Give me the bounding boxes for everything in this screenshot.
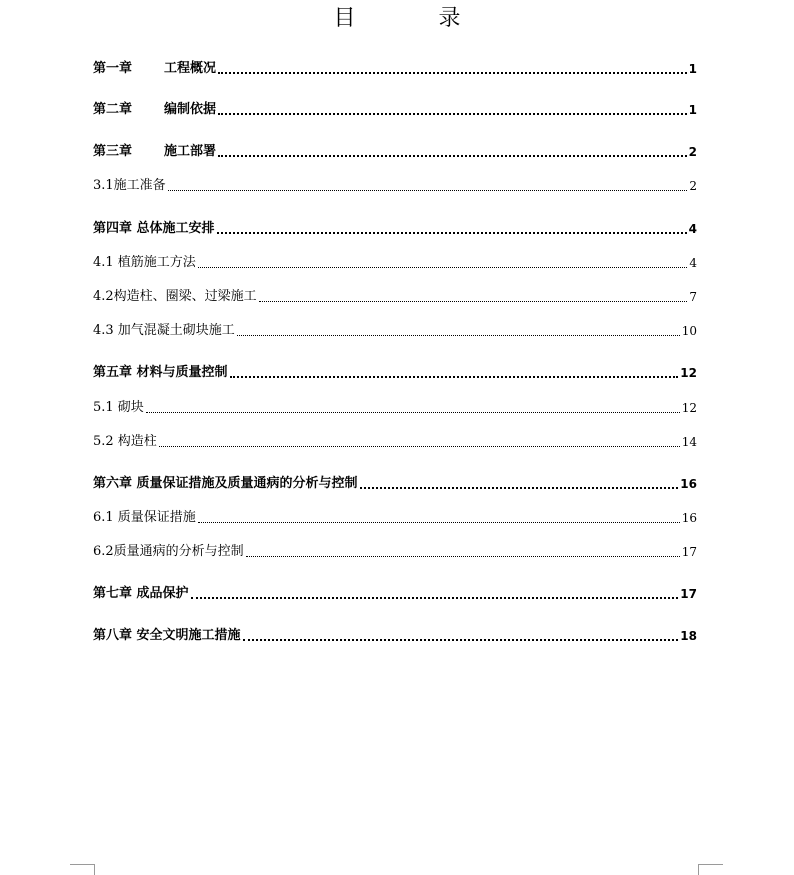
dot-leader: [237, 335, 680, 336]
toc-entry-chapter-5[interactable]: [93, 362, 697, 382]
toc-entry-page: 16: [680, 477, 697, 491]
toc-entry-page: 17: [680, 587, 697, 601]
toc-entry-section-6-2[interactable]: [93, 541, 697, 561]
toc-entry-number: 第三章: [93, 144, 133, 159]
toc-title: 目 录: [333, 6, 499, 31]
toc-entry-title: 6.2质量通病的分析与控制: [93, 544, 244, 559]
dot-leader: [168, 190, 688, 191]
toc-entry-page: 16: [681, 511, 697, 525]
toc-entry-page: 14: [681, 435, 697, 449]
dot-leader: [217, 232, 687, 234]
toc-entry-page: 4: [688, 222, 697, 236]
dot-leader: [218, 72, 687, 74]
dot-leader: [198, 522, 680, 523]
dot-leader: [218, 113, 687, 115]
toc-entry-title: 工程概况: [164, 61, 217, 76]
toc-entry-title: 第四章 总体施工安排: [93, 221, 215, 236]
toc-entry-title: 4.3 加气混凝土砌块施工: [93, 323, 235, 338]
toc-entry-section-5-1[interactable]: [93, 397, 697, 417]
dot-leader: [159, 446, 680, 447]
toc-entry-title: 第五章 材料与质量控制: [93, 365, 228, 380]
toc-entry-title: 第六章 质量保证措施及质量通病的分析与控制: [93, 476, 358, 491]
toc-entry-chapter-3[interactable]: [93, 141, 697, 161]
toc-entry-title: 编制依据: [164, 102, 217, 117]
toc-entry-title: 第八章 安全文明施工措施: [93, 628, 241, 643]
page-corner-mark-right: [698, 864, 723, 875]
dot-leader: [198, 267, 688, 268]
toc-entry-chapter-2[interactable]: [93, 99, 697, 119]
dot-leader: [243, 639, 679, 641]
toc-entry-number: 第二章: [93, 102, 133, 117]
toc-entry-page: 1: [688, 62, 697, 76]
toc-entry-title: 4.1 植筋施工方法: [93, 255, 196, 270]
toc-entry-page: 2: [689, 179, 697, 193]
toc-entry-page: 17: [681, 545, 697, 559]
toc-entry-page: 10: [681, 324, 697, 338]
toc-entry-chapter-6[interactable]: [93, 473, 697, 493]
toc-entry-section-4-2[interactable]: [93, 286, 697, 306]
toc-entry-title: 6.1 质量保证措施: [93, 510, 196, 525]
toc-entry-title: 4.2构造柱、圈梁、过梁施工: [93, 289, 257, 304]
dot-leader: [191, 597, 679, 599]
dot-leader: [259, 301, 688, 302]
toc-entry-title: 5.2 构造柱: [93, 434, 157, 449]
toc-entry-page: 18: [680, 629, 697, 643]
toc-entry-page: 7: [689, 290, 697, 304]
toc-entry-section-5-2[interactable]: [93, 431, 697, 451]
toc-entry-section-4-3[interactable]: [93, 320, 697, 340]
toc-entry-chapter-1[interactable]: [93, 58, 697, 78]
toc-entry-section-3-1[interactable]: [93, 175, 697, 195]
toc-entry-number: 第一章: [93, 61, 133, 76]
dot-leader: [218, 155, 687, 157]
dot-leader: [360, 487, 679, 489]
toc-entry-title: 第七章 成品保护: [93, 586, 189, 601]
toc-entry-chapter-7[interactable]: [93, 583, 697, 603]
toc-entry-title: 5.1 砌块: [93, 400, 144, 415]
toc-entry-chapter-4[interactable]: [93, 218, 697, 238]
toc-entry-page: 12: [680, 366, 697, 380]
page-corner-mark-left: [70, 864, 95, 875]
toc-entry-title: 3.1施工准备: [93, 178, 166, 193]
toc-entry-page: 4: [689, 256, 697, 270]
toc-entry-page: 12: [681, 401, 697, 415]
toc-entry-section-4-1[interactable]: [93, 252, 697, 272]
dot-leader: [246, 556, 680, 557]
toc-entry-title: 施工部署: [164, 144, 217, 159]
toc-entry-section-6-1[interactable]: [93, 507, 697, 527]
dot-leader: [230, 376, 679, 378]
dot-leader: [146, 412, 680, 413]
toc-entry-chapter-8[interactable]: [93, 625, 697, 645]
toc-entry-page: 1: [688, 103, 697, 117]
toc-entry-page: 2: [688, 145, 697, 159]
